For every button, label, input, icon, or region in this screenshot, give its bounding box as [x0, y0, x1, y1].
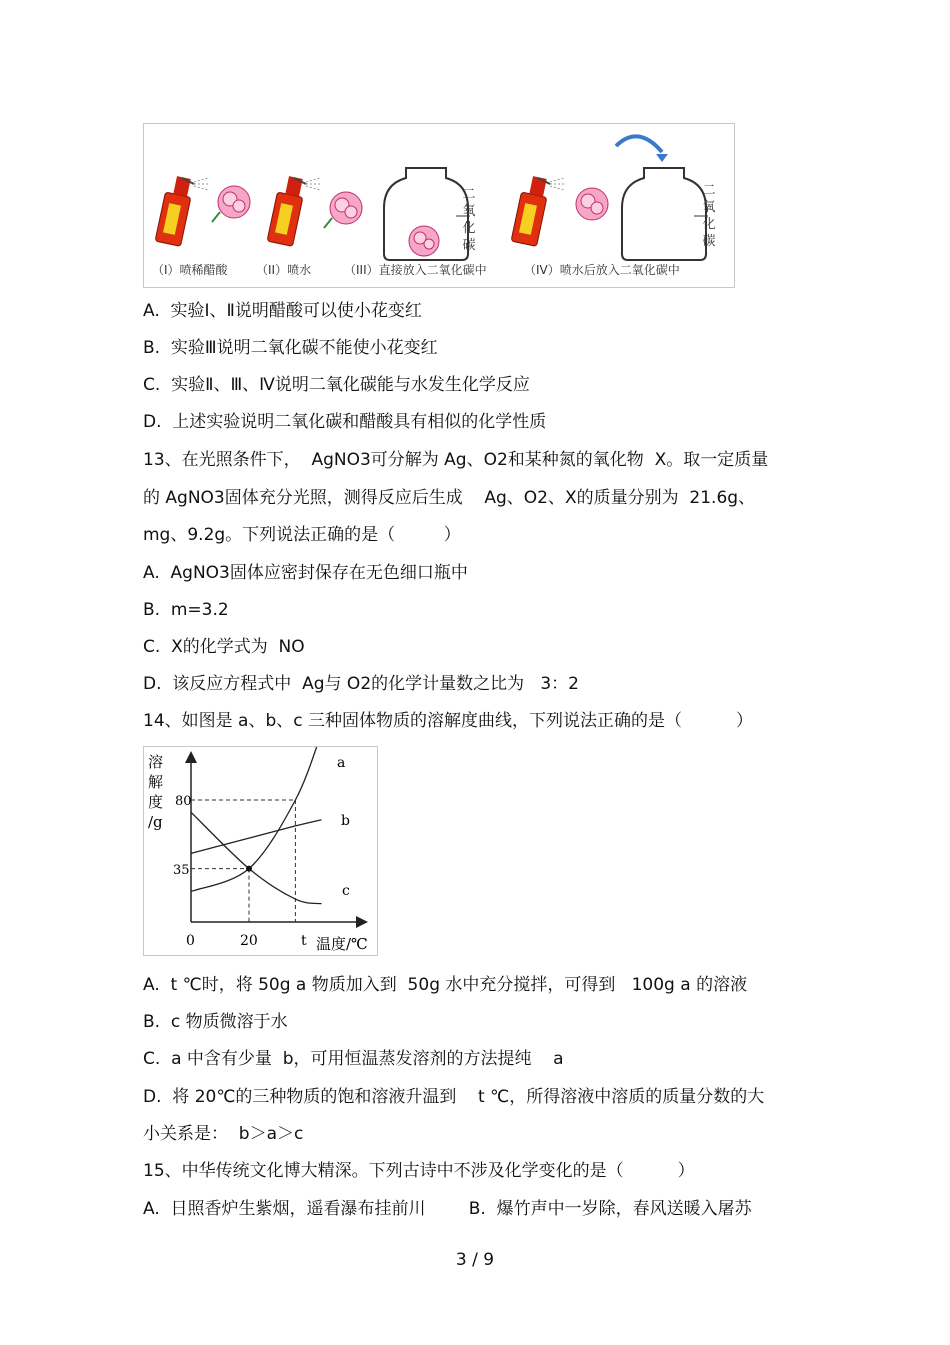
curve-label-c: c — [342, 883, 350, 899]
curve-b — [191, 820, 322, 854]
solubility-chart — [143, 746, 378, 956]
y-label-2: 解 — [148, 773, 164, 791]
q12-option-d: D. 上述实验说明二氧化碳和醋酸具有相似的化学性质 — [143, 412, 547, 432]
q15-stem: 15、中华传统文化博大精深。下列古诗中不涉及化学变化的是（ ） — [143, 1161, 695, 1181]
flower-4 — [576, 188, 608, 220]
gas-label-4: 二氧化碳 — [702, 183, 716, 249]
curve-c — [191, 812, 322, 904]
q13-stem-line-3: mg、9.2g。下列说法正确的是（ ） — [143, 525, 461, 545]
curved-arrow-icon — [616, 136, 662, 152]
q13-option-d: D. 该反应方程式中 Ag与 O2的化学计量数之比为 3：2 — [143, 674, 579, 694]
exp-label-3: （III）直接放入二氧化碳中 — [344, 263, 487, 277]
q12-option-c: C. 实验Ⅱ、Ⅲ、Ⅳ说明二氧化碳能与水发生化学反应 — [143, 375, 530, 395]
exp-label-2: （II）喷水 — [256, 263, 312, 277]
solubility-chart-svg — [144, 747, 377, 955]
gas-label-3: 二氧化碳 — [462, 187, 476, 253]
q12-option-b: B. 实验Ⅲ说明二氧化碳不能使小花变红 — [143, 338, 438, 358]
y-label-3: 度 — [148, 793, 164, 811]
x-tick-20: 20 — [240, 933, 258, 949]
exp-label-4: （IV）喷水后放入二氧化碳中 — [524, 263, 680, 277]
gas-jar-3 — [384, 168, 470, 260]
spray-bottle-1 — [155, 176, 210, 246]
curve-a — [191, 747, 322, 892]
q14-option-d-line-1: D. 将 20℃的三种物质的饱和溶液升温到 t ℃，所得溶液中溶质的质量分数的大 — [143, 1087, 765, 1107]
y-tick-80: 80 — [175, 794, 192, 809]
q13-option-a: A. AgNO3固体应密封保存在无色细口瓶中 — [143, 563, 468, 583]
y-tick-35: 35 — [173, 863, 190, 878]
y-label-1: 溶 — [148, 753, 164, 771]
curve-label-b: b — [341, 813, 350, 829]
flower-2 — [324, 192, 362, 228]
q14-option-a: A. t ℃时，将 50g a 物质加入到 50g 水中充分搅拌，可得到 100g a 的溶液 — [143, 975, 748, 995]
q15-options: A. 日照香炉生紫烟，遥看瀑布挂前川 B. 爆竹声中一岁除，春风送暖入屠苏 — [143, 1199, 752, 1219]
origin-label: 0 — [186, 933, 195, 949]
exp-label-1: （I）喷稀醋酸 — [152, 263, 228, 277]
q13-option-b: B. m=3.2 — [143, 600, 229, 620]
q13-option-c: C. X的化学式为 NO — [143, 637, 305, 657]
spray-bottle-4 — [511, 176, 566, 246]
x-axis-label: 温度/℃ — [316, 935, 368, 953]
q14-stem: 14、如图是 a、b、c 三种固体物质的溶解度曲线，下列说法正确的是（ ） — [143, 711, 754, 731]
gas-jar-4 — [622, 168, 708, 260]
q14-option-c: C. a 中含有少量 b，可用恒温蒸发溶剂的方法提纯 a — [143, 1049, 564, 1069]
q12-option-a: A. 实验Ⅰ、Ⅱ说明醋酸可以使小花变红 — [143, 301, 422, 321]
spray-bottle-2 — [267, 176, 322, 246]
q13-stem-line-2: 的 AgNO3固体充分光照，测得反应后生成 Ag、O2、X的质量分别为 21.6g、 — [143, 488, 756, 508]
x-tick-t: t — [301, 933, 307, 949]
intersection-point — [246, 866, 252, 872]
q14-option-b: B. c 物质微溶于水 — [143, 1012, 288, 1032]
experiment-figure — [143, 123, 735, 288]
flower-1 — [212, 186, 250, 222]
q13-stem-line-1: 13、在光照条件下， AgNO3可分解为 Ag、O2和某种氮的氧化物 X。取一定质量 — [143, 450, 769, 470]
q14-option-d-line-2: 小关系是： b＞a＞c — [143, 1124, 304, 1144]
curve-label-a: a — [337, 755, 346, 771]
y-label-4: /g — [148, 813, 163, 831]
page-number: 3 / 9 — [455, 1250, 495, 1270]
